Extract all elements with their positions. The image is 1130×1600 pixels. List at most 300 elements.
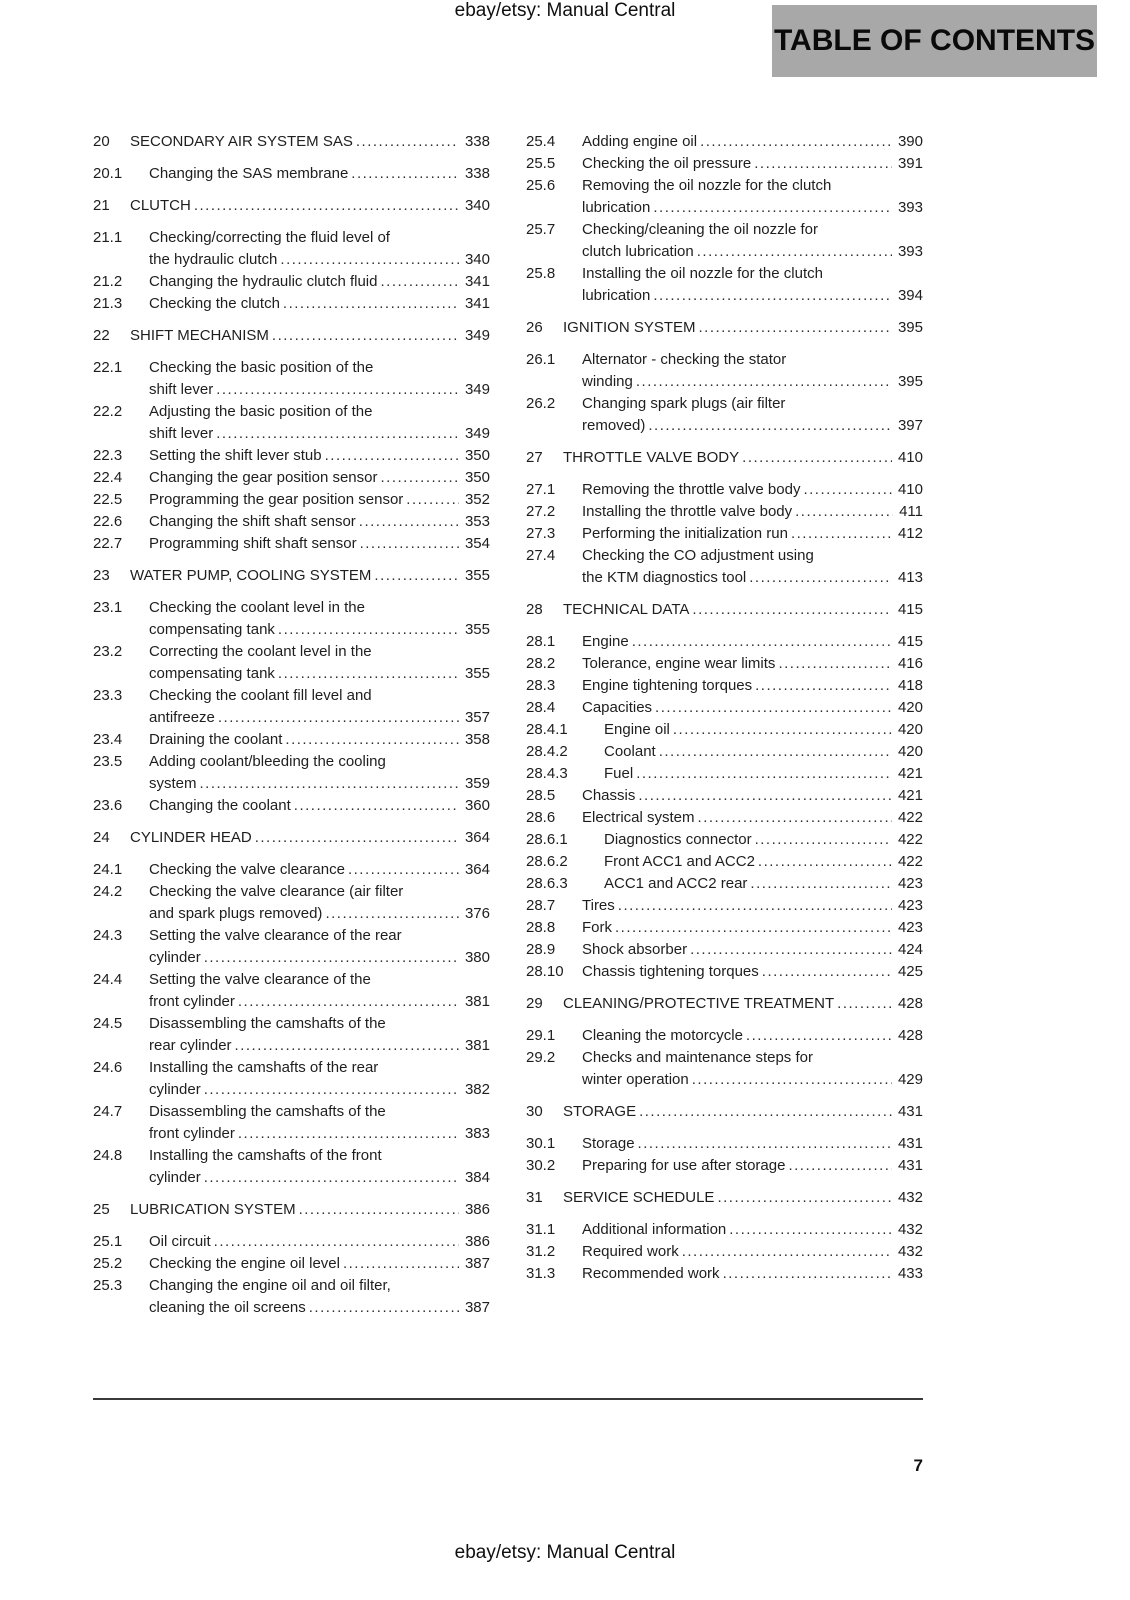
entry-page: 350 xyxy=(464,447,490,464)
toc-entry xyxy=(526,1047,923,1091)
entry-title: Programming shift shaft sensor ..... xyxy=(149,533,459,555)
toc-section-entries xyxy=(93,227,490,315)
entry-page: 420 xyxy=(897,721,923,738)
entry-title: Tolerance, engine wear limits ..... xyxy=(582,653,892,675)
entry-title: Checking the coolant fill level and antifreeze ..... xyxy=(149,685,459,729)
entry-page: 384 xyxy=(464,1169,490,1186)
section-title: CLUTCH ..... xyxy=(130,195,459,217)
toc-section xyxy=(526,599,923,983)
entry-title: Installing the oil nozzle for the clutch lubrication ..... xyxy=(582,263,892,307)
toc-section-entries xyxy=(526,479,923,589)
toc-entry xyxy=(93,1057,490,1101)
entry-page: 423 xyxy=(897,919,923,936)
section-title: IGNITION SYSTEM ..... xyxy=(563,317,892,339)
entry-page: 393 xyxy=(897,243,923,260)
entry-page: 425 xyxy=(897,963,923,980)
entry-page: 420 xyxy=(897,699,923,716)
entry-title: Coolant ..... xyxy=(604,741,892,763)
toc-section xyxy=(526,993,923,1091)
toc-section xyxy=(526,447,923,589)
entry-title: Changing the shift shaft sensor ..... xyxy=(149,511,459,533)
entry-page: 355 xyxy=(464,665,490,682)
entry-page: 420 xyxy=(897,743,923,760)
entry-page: 423 xyxy=(897,897,923,914)
entry-number: 23.6 xyxy=(93,797,123,814)
entry-page: 423 xyxy=(897,875,923,892)
entry-title: Checking the valve clearance ..... xyxy=(149,859,459,881)
entry-number: 28.5 xyxy=(526,787,556,804)
entry-number: 23.1 xyxy=(93,599,123,616)
toc-entry xyxy=(526,1025,923,1047)
section-title: CYLINDER HEAD ..... xyxy=(130,827,459,849)
entry-page: 422 xyxy=(897,853,923,870)
entry-page: 395 xyxy=(897,373,923,390)
entry-page: 412 xyxy=(897,525,923,542)
section-title: LUBRICATION SYSTEM ..... xyxy=(130,1199,459,1221)
section-page: 340 xyxy=(464,197,490,214)
entry-number: 21.2 xyxy=(93,273,123,290)
toc-section-header xyxy=(526,1101,923,1123)
entry-number: 25.7 xyxy=(526,221,556,238)
toc-entry xyxy=(526,763,923,785)
section-title: SERVICE SCHEDULE ..... xyxy=(563,1187,892,1209)
entry-title: Setting the valve clearance of the front cylinder ..... xyxy=(149,969,459,1013)
entry-title: Additional information ..... xyxy=(582,1219,892,1241)
entry-number: 25.2 xyxy=(93,1255,123,1272)
entry-page: 431 xyxy=(897,1135,923,1152)
entry-number: 28.4 xyxy=(526,699,556,716)
entry-title: Checking/cleaning the oil nozzle for clutch lubrication ..... xyxy=(582,219,892,263)
toc-entry xyxy=(93,925,490,969)
entry-number: 26.1 xyxy=(526,351,556,368)
section-title: TECHNICAL DATA ..... xyxy=(563,599,892,621)
section-title: THROTTLE VALVE BODY ..... xyxy=(563,447,892,469)
toc-entry xyxy=(526,393,923,437)
entry-page: 354 xyxy=(464,535,490,552)
toc-entry xyxy=(93,1013,490,1057)
entry-page: 387 xyxy=(464,1299,490,1316)
toc-entry xyxy=(93,859,490,881)
entry-title: Cleaning the motorcycle ..... xyxy=(582,1025,892,1047)
section-page: 428 xyxy=(897,995,923,1012)
entry-title: Diagnostics connector ..... xyxy=(604,829,892,851)
entry-number: 27.3 xyxy=(526,525,556,542)
entry-page: 353 xyxy=(464,513,490,530)
entry-number: 28.2 xyxy=(526,655,556,672)
entry-title: Changing the coolant ..... xyxy=(149,795,459,817)
entry-number: 24.3 xyxy=(93,927,123,944)
section-title: SHIFT MECHANISM ..... xyxy=(130,325,459,347)
entry-number: 24.7 xyxy=(93,1103,123,1120)
toc-entry xyxy=(526,917,923,939)
toc-entry xyxy=(93,969,490,1013)
section-page: 410 xyxy=(897,449,923,466)
toc-entry xyxy=(526,501,923,523)
toc-section-header xyxy=(93,827,490,849)
section-page: 338 xyxy=(464,133,490,150)
entry-page: 355 xyxy=(464,621,490,638)
toc-banner xyxy=(772,5,1097,77)
toc-entry xyxy=(526,219,923,263)
section-title: CLEANING/PROTECTIVE TREATMENT ..... xyxy=(563,993,892,1015)
entry-title: Storage ..... xyxy=(582,1133,892,1155)
toc-entry xyxy=(93,1145,490,1189)
entry-page: 387 xyxy=(464,1255,490,1272)
entry-page: 397 xyxy=(897,417,923,434)
entry-number: 24.8 xyxy=(93,1147,123,1164)
toc-entry xyxy=(526,263,923,307)
section-title: SECONDARY AIR SYSTEM SAS ..... xyxy=(130,131,459,153)
entry-number: 28.4.3 xyxy=(526,765,568,782)
entry-title: Chassis ..... xyxy=(582,785,892,807)
toc-entry xyxy=(93,685,490,729)
toc-section-entries xyxy=(93,597,490,817)
entry-number: 28.10 xyxy=(526,963,564,980)
entry-title: Performing the initialization run ..... xyxy=(582,523,892,545)
entry-number: 31.3 xyxy=(526,1265,556,1282)
toc-section xyxy=(526,1101,923,1177)
toc-entry xyxy=(93,401,490,445)
entry-number: 27.4 xyxy=(526,547,556,564)
toc-section-header xyxy=(526,993,923,1015)
entry-number: 23.3 xyxy=(93,687,123,704)
toc-section xyxy=(526,1187,923,1285)
entry-title: Adding coolant/bleeding the cooling system ..... xyxy=(149,751,459,795)
page-number: 7 xyxy=(913,1456,923,1475)
entry-title: Fork ..... xyxy=(582,917,892,939)
entry-page: 432 xyxy=(897,1221,923,1238)
entry-title: Changing the engine oil and oil filter, cleaning the oil screens ..... xyxy=(149,1275,459,1319)
entry-page: 350 xyxy=(464,469,490,486)
entry-page: 421 xyxy=(897,787,923,804)
entry-title: Checking the engine oil level ..... xyxy=(149,1253,459,1275)
entry-number: 28.1 xyxy=(526,633,556,650)
top-watermark-text: ebay/etsy: Manual Central xyxy=(454,0,676,21)
entry-page: 381 xyxy=(464,993,490,1010)
entry-page: 432 xyxy=(897,1243,923,1260)
entry-title: Adjusting the basic position of the shift lever ..... xyxy=(149,401,459,445)
toc-entry xyxy=(526,175,923,219)
toc-section-entries xyxy=(93,357,490,555)
toc-entry xyxy=(526,961,923,983)
entry-number: 28.3 xyxy=(526,677,556,694)
section-number: 24 xyxy=(93,829,110,846)
entry-number: 28.6.2 xyxy=(526,853,568,870)
entry-page: 341 xyxy=(464,273,490,290)
entry-number: 24.2 xyxy=(93,883,123,900)
toc-entry xyxy=(93,293,490,315)
entry-number: 25.6 xyxy=(526,177,556,194)
toc-entry xyxy=(93,489,490,511)
entry-title: Fuel ..... xyxy=(604,763,892,785)
toc-entry xyxy=(526,939,923,961)
entry-title: Changing the SAS membrane ..... xyxy=(149,163,459,185)
entry-title: Oil circuit ..... xyxy=(149,1231,459,1253)
toc-column-right xyxy=(526,131,923,1295)
entry-page: 376 xyxy=(464,905,490,922)
entry-title: Engine oil ..... xyxy=(604,719,892,741)
entry-number: 24.4 xyxy=(93,971,123,988)
toc-entry xyxy=(526,631,923,653)
entry-page: 410 xyxy=(897,481,923,498)
entry-number: 22.2 xyxy=(93,403,123,420)
toc-entry xyxy=(526,829,923,851)
entry-number: 21.1 xyxy=(93,229,123,246)
toc-entry xyxy=(526,873,923,895)
toc-entry xyxy=(93,467,490,489)
toc-section xyxy=(526,317,923,437)
toc-section-entries xyxy=(526,349,923,437)
toc-entry xyxy=(93,597,490,641)
toc-section xyxy=(93,325,490,555)
toc-entry xyxy=(526,697,923,719)
entry-page: 418 xyxy=(897,677,923,694)
toc-entry xyxy=(526,785,923,807)
entry-title: Checking the basic position of the shift lever ..... xyxy=(149,357,459,401)
entry-page: 380 xyxy=(464,949,490,966)
entry-number: 28.7 xyxy=(526,897,556,914)
toc-section-header xyxy=(526,1187,923,1209)
toc-entry xyxy=(526,523,923,545)
entry-page: 422 xyxy=(897,831,923,848)
entry-page: 422 xyxy=(897,809,923,826)
page-title: TABLE OF CONTENTS xyxy=(773,24,1096,57)
entry-page: 431 xyxy=(897,1157,923,1174)
entry-page: 391 xyxy=(897,155,923,172)
entry-page: 386 xyxy=(464,1233,490,1250)
entry-number: 22.1 xyxy=(93,359,123,376)
toc-section xyxy=(93,827,490,1189)
toc-section-entries xyxy=(526,1133,923,1177)
toc-entry xyxy=(93,445,490,467)
toc-entry xyxy=(526,545,923,589)
toc-entry xyxy=(526,851,923,873)
entry-page: 381 xyxy=(464,1037,490,1054)
entry-title: Installing the camshafts of the rear cylinder ..... xyxy=(149,1057,459,1101)
section-page: 364 xyxy=(464,829,490,846)
entry-number: 27.1 xyxy=(526,481,556,498)
entry-page: 421 xyxy=(897,765,923,782)
entry-title: Engine ..... xyxy=(582,631,892,653)
entry-number: 22.4 xyxy=(93,469,123,486)
entry-page: 382 xyxy=(464,1081,490,1098)
entry-title: Setting the valve clearance of the rear cylinder ..... xyxy=(149,925,459,969)
entry-number: 25.1 xyxy=(93,1233,123,1250)
toc-entry xyxy=(526,153,923,175)
toc-section-header xyxy=(93,1199,490,1221)
toc-section xyxy=(93,1199,490,1319)
entry-number: 25.8 xyxy=(526,265,556,282)
entry-page: 349 xyxy=(464,381,490,398)
toc-section-entries xyxy=(526,631,923,983)
section-number: 30 xyxy=(526,1103,543,1120)
entry-page: 383 xyxy=(464,1125,490,1142)
entry-number: 20.1 xyxy=(93,165,123,182)
entry-number: 28.6.1 xyxy=(526,831,568,848)
entry-number: 25.3 xyxy=(93,1277,123,1294)
toc-section-header xyxy=(93,195,490,217)
toc-entry xyxy=(93,271,490,293)
entry-title: Changing the hydraulic clutch fluid ..... xyxy=(149,271,459,293)
entry-title: Required work ..... xyxy=(582,1241,892,1263)
section-number: 20 xyxy=(93,133,110,150)
entry-number: 29.2 xyxy=(526,1049,556,1066)
section-page: 355 xyxy=(464,567,490,584)
entry-title: Draining the coolant ..... xyxy=(149,729,459,751)
toc-section-entries xyxy=(93,1231,490,1319)
entry-number: 22.7 xyxy=(93,535,123,552)
entry-number: 24.1 xyxy=(93,861,123,878)
entry-title: Checking/correcting the fluid level of the hydraulic clutch ..... xyxy=(149,227,459,271)
entry-title: Tires ..... xyxy=(582,895,892,917)
toc-content xyxy=(93,131,923,1329)
entry-number: 22.6 xyxy=(93,513,123,530)
entry-number: 28.6 xyxy=(526,809,556,826)
toc-entry xyxy=(93,533,490,555)
toc-entry xyxy=(93,729,490,751)
entry-number: 30.2 xyxy=(526,1157,556,1174)
section-number: 22 xyxy=(93,327,110,344)
toc-entry xyxy=(526,719,923,741)
entry-number: 25.4 xyxy=(526,133,556,150)
section-page: 415 xyxy=(897,601,923,618)
section-number: 29 xyxy=(526,995,543,1012)
entry-page: 415 xyxy=(897,633,923,650)
section-number: 27 xyxy=(526,449,543,466)
toc-entry xyxy=(93,357,490,401)
entry-title: Installing the camshafts of the front cylinder ..... xyxy=(149,1145,459,1189)
toc-entry xyxy=(526,741,923,763)
toc-entry xyxy=(526,1241,923,1263)
toc-section-header xyxy=(93,131,490,153)
entry-number: 30.1 xyxy=(526,1135,556,1152)
entry-title: Changing the gear position sensor ..... xyxy=(149,467,459,489)
section-page: 349 xyxy=(464,327,490,344)
toc-entry xyxy=(93,163,490,185)
toc-entry xyxy=(93,881,490,925)
toc-entry xyxy=(93,641,490,685)
entry-page: 352 xyxy=(464,491,490,508)
toc-entry xyxy=(93,1275,490,1319)
section-number: 25 xyxy=(93,1201,110,1218)
entry-number: 31.2 xyxy=(526,1243,556,1260)
entry-number: 21.3 xyxy=(93,295,123,312)
entry-title: Front ACC1 and ACC2 ..... xyxy=(604,851,892,873)
entry-title: Checking the clutch ..... xyxy=(149,293,459,315)
entry-page: 416 xyxy=(897,655,923,672)
entry-number: 22.5 xyxy=(93,491,123,508)
entry-title: Engine tightening torques ..... xyxy=(582,675,892,697)
toc-entry xyxy=(526,349,923,393)
toc-entry xyxy=(526,895,923,917)
toc-entry xyxy=(93,1101,490,1145)
entry-page: 429 xyxy=(897,1071,923,1088)
toc-entry xyxy=(93,511,490,533)
entry-page: 393 xyxy=(897,199,923,216)
toc-section-header xyxy=(526,447,923,469)
toc-entry xyxy=(526,807,923,829)
section-page: 431 xyxy=(897,1103,923,1120)
section-title: STORAGE ..... xyxy=(563,1101,892,1123)
entry-number: 26.2 xyxy=(526,395,556,412)
toc-section xyxy=(93,131,490,185)
entry-title: Changing spark plugs (air filter removed) ..... xyxy=(582,393,892,437)
entry-page: 390 xyxy=(897,133,923,150)
entry-title: Recommended work ..... xyxy=(582,1263,892,1285)
section-number: 26 xyxy=(526,319,543,336)
entry-number: 27.2 xyxy=(526,503,556,520)
toc-entry xyxy=(526,1219,923,1241)
toc-entry xyxy=(93,1231,490,1253)
entry-page: 359 xyxy=(464,775,490,792)
toc-entry xyxy=(93,1253,490,1275)
toc-section xyxy=(526,131,923,307)
entry-page: 341 xyxy=(464,295,490,312)
toc-entry xyxy=(526,1263,923,1285)
entry-page: 360 xyxy=(464,797,490,814)
entry-page: 428 xyxy=(897,1027,923,1044)
entry-page: 394 xyxy=(897,287,923,304)
entry-title: Checks and maintenance steps for winter operation ..... xyxy=(582,1047,892,1091)
entry-page: 338 xyxy=(464,165,490,182)
toc-entry xyxy=(526,653,923,675)
entry-title: Alternator - checking the stator winding ..... xyxy=(582,349,892,393)
entry-page: 357 xyxy=(464,709,490,726)
section-number: 23 xyxy=(93,567,110,584)
toc-section-entries xyxy=(93,859,490,1189)
entry-page: 411 xyxy=(899,503,923,520)
entry-title: ACC1 and ACC2 rear ..... xyxy=(604,873,892,895)
entry-number: 28.4.1 xyxy=(526,721,568,738)
toc-section-entries xyxy=(526,131,923,307)
entry-title: Correcting the coolant level in the compensating tank ..... xyxy=(149,641,459,685)
entry-number: 31.1 xyxy=(526,1221,556,1238)
entry-title: Checking the valve clearance (air filter and spark plugs removed) ..... xyxy=(149,881,459,925)
entry-number: 24.5 xyxy=(93,1015,123,1032)
entry-number: 23.5 xyxy=(93,753,123,770)
entry-title: Disassembling the camshafts of the rear cylinder ..... xyxy=(149,1013,459,1057)
entry-title: Adding engine oil ..... xyxy=(582,131,892,153)
toc-section-header xyxy=(93,325,490,347)
section-number: 31 xyxy=(526,1189,543,1206)
toc-entry xyxy=(526,675,923,697)
entry-number: 22.3 xyxy=(93,447,123,464)
entry-number: 28.8 xyxy=(526,919,556,936)
toc-entry xyxy=(93,227,490,271)
entry-page: 364 xyxy=(464,861,490,878)
toc-entry xyxy=(526,479,923,501)
toc-entry xyxy=(93,751,490,795)
entry-title: Preparing for use after storage ..... xyxy=(582,1155,892,1177)
section-title: WATER PUMP, COOLING SYSTEM ..... xyxy=(130,565,459,587)
section-number: 21 xyxy=(93,197,110,214)
toc-entry xyxy=(526,1155,923,1177)
entry-title: Checking the CO adjustment using the KTM diagnostics tool ..... xyxy=(582,545,892,589)
entry-number: 28.6.3 xyxy=(526,875,568,892)
entry-title: Setting the shift lever stub ..... xyxy=(149,445,459,467)
bottom-watermark-text: ebay/etsy: Manual Central xyxy=(454,1542,676,1563)
entry-number: 28.4.2 xyxy=(526,743,568,760)
entry-title: Installing the throttle valve body ..... xyxy=(582,501,893,523)
entry-title: Capacities ..... xyxy=(582,697,892,719)
entry-number: 23.4 xyxy=(93,731,123,748)
entry-page: 413 xyxy=(897,569,923,586)
footer-divider xyxy=(93,1398,923,1400)
entry-title: Disassembling the camshafts of the front cylinder ..... xyxy=(149,1101,459,1145)
entry-title: Removing the oil nozzle for the clutch lubrication ..... xyxy=(582,175,892,219)
entry-title: Programming the gear position sensor ..... xyxy=(149,489,459,511)
toc-section-entries xyxy=(93,163,490,185)
